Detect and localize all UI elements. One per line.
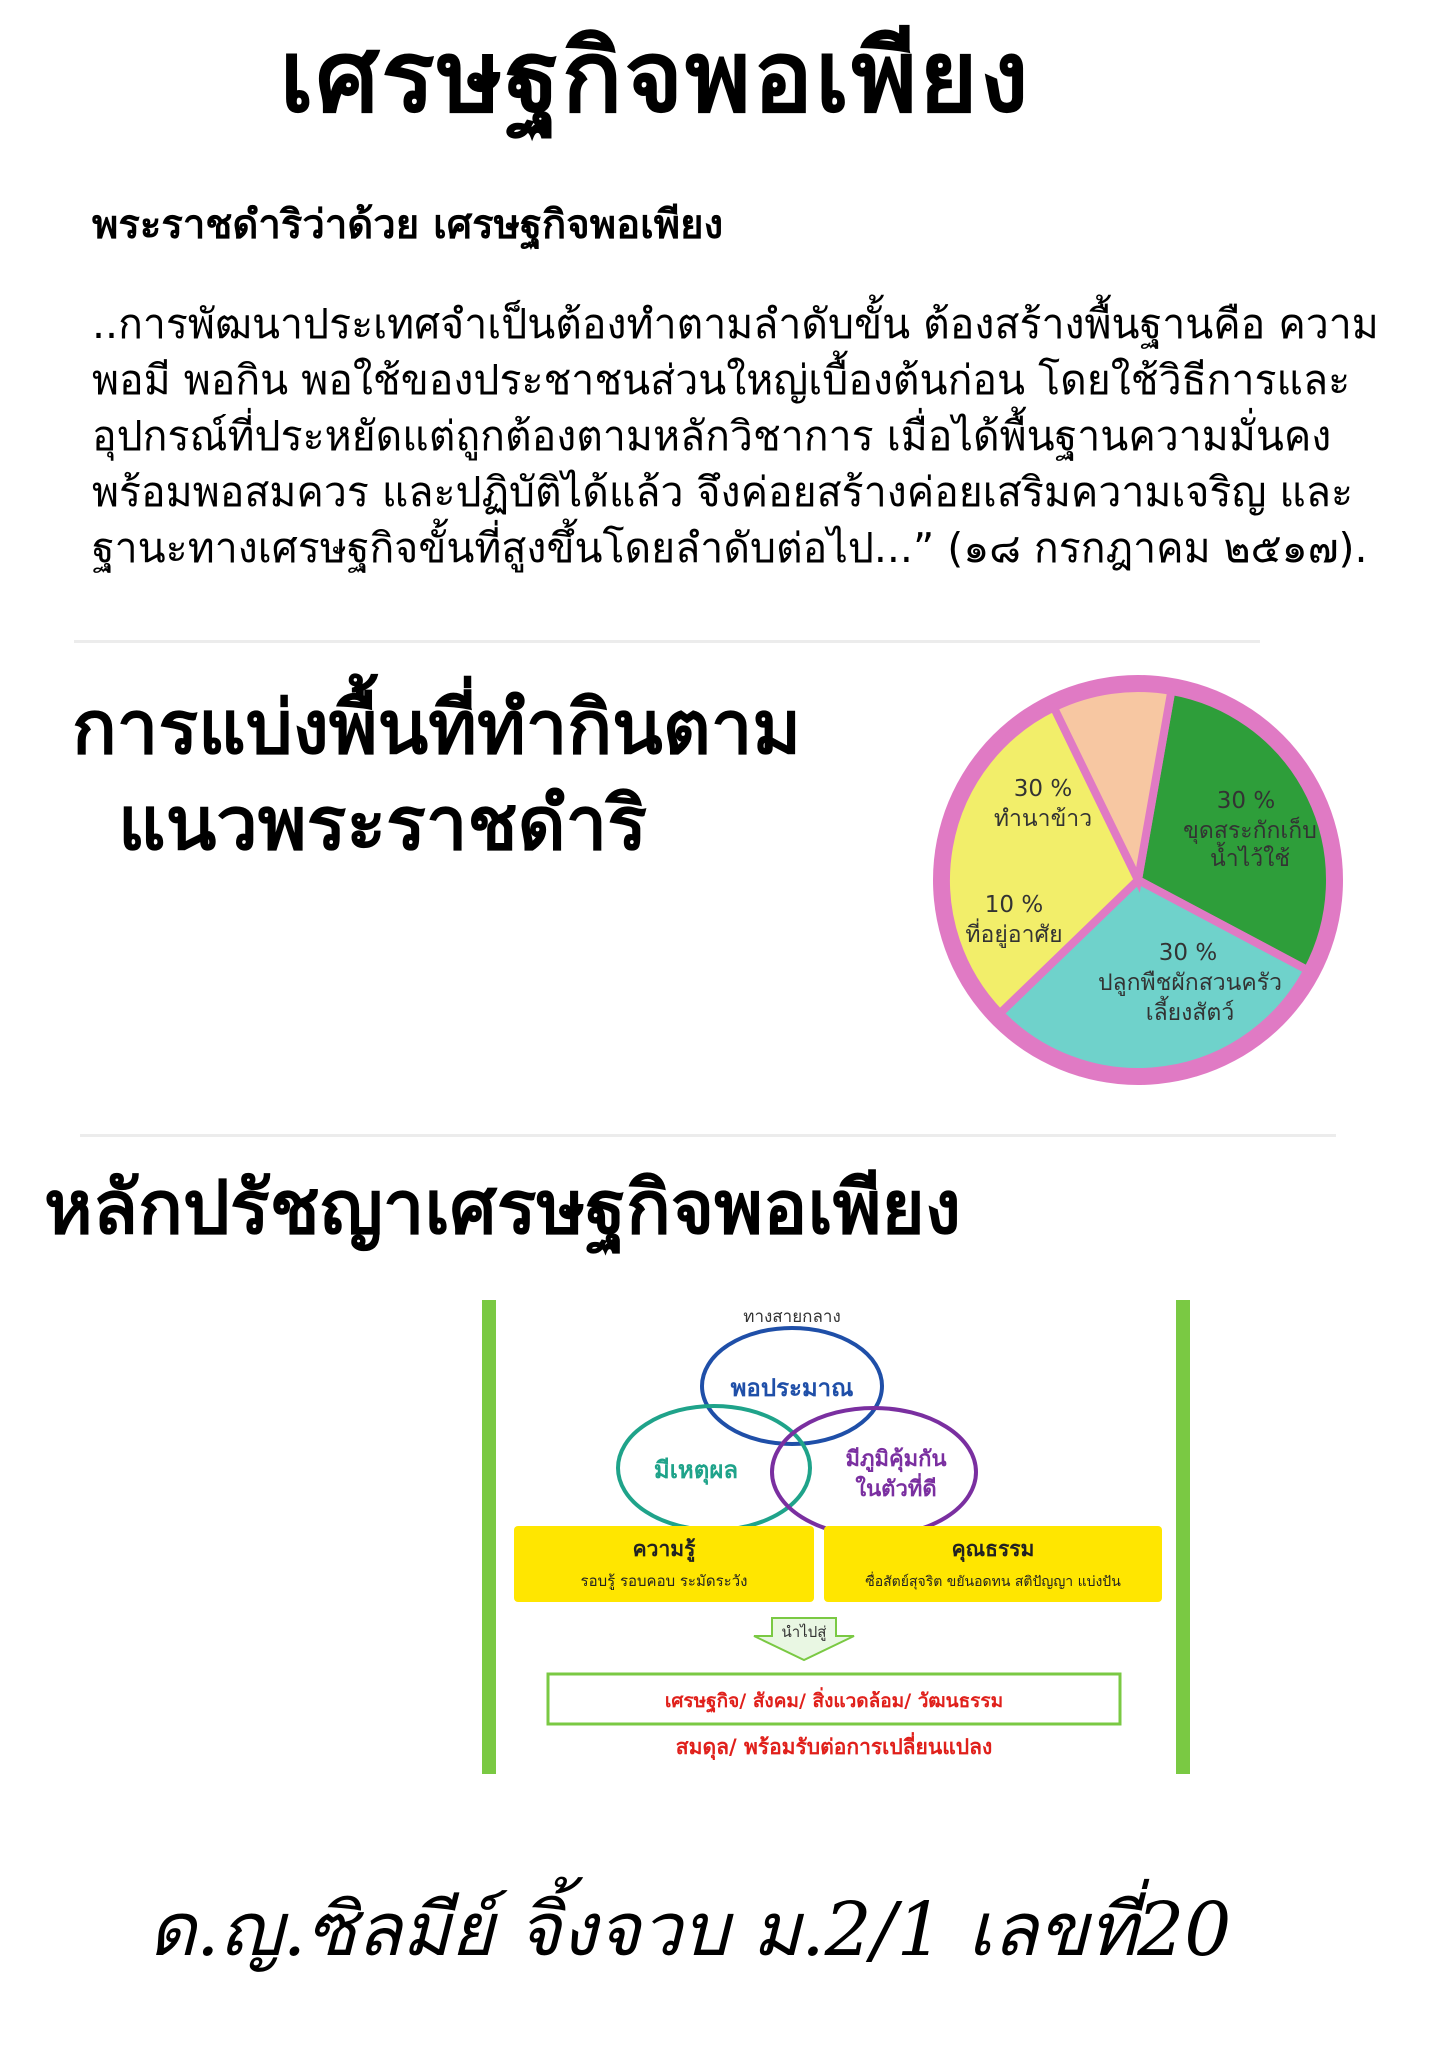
speech-heading: พระราชดำริว่าด้วย เศรษฐกิจพอเพียง — [92, 202, 724, 248]
pie-svg — [928, 664, 1348, 1092]
student-signature: ด.ญ.ซิลมีย์ จิ้งจวบ ม.2/1 เลขที่20 — [148, 1887, 1232, 1973]
pie-value-label: 30 % — [1158, 940, 1218, 966]
pie-slice-label: ขุดสระกักเก็บ — [1183, 818, 1317, 844]
land-section-title — [72, 680, 801, 872]
section-divider — [80, 1134, 1336, 1137]
result-line1: เศรษฐกิจ/ สังคม/ สิ่งแวดล้อม/ วัฒนธรรม — [664, 1690, 1004, 1712]
immunity-label-line2: ในตัวที่ดี — [855, 1477, 937, 1502]
pie-value-label: 30 % — [1013, 776, 1073, 802]
philosophy-diagram-svg — [482, 1300, 1190, 1774]
land-title-line2: แนวพระราชดำริ — [118, 781, 647, 867]
morality-title: คุณธรรม — [951, 1537, 1035, 1561]
pie-value-label: 10 % — [984, 892, 1044, 918]
moderation-label: พอประมาณ — [730, 1374, 854, 1402]
philosophy-section-title: หลักปรัชญาเศรษฐกิจพอเพียง — [44, 1165, 962, 1251]
reasonableness-label: มีเหตุผล — [653, 1456, 739, 1484]
knowledge-title: ความรู้ — [632, 1537, 696, 1561]
land-allocation-pie-chart — [928, 664, 1348, 1092]
pie-slice-label: ทำนาข้าว — [993, 806, 1093, 832]
philosophy-diagram — [482, 1300, 1190, 1774]
middle-path-label: ทางสายกลาง — [743, 1307, 841, 1327]
speech-quote: ..การพัฒนาประเทศจำเป็นต้องทำตามลำดับขั้น ต้องสร้างพื้นฐานคือ ความพอมี พอกิน พอใช้ของประชาชนส่วนใหญ่เบื้องต้นก่อน โดยใช้วิธีการและอุปกรณ์ที่ประหยัดแต่ถูกต้องตามหลักวิชาการ เมื่อได้พื้นฐานความมั่นคงพร้อมพอสมควร และปฏิบัติได้แล้ว จึงค่อยสร้างค่อยเสริมความเจริญ และฐานะทางเศรษฐกิจขั้นที่สูงขึ้นโดยลำดับต่อไป...” (๑๘ กรกฎาคม ๒๕๑๗). — [92, 300, 1379, 572]
pie-value-label: 30 % — [1216, 788, 1276, 814]
result-line2: สมดุล/ พร้อมรับต่อการเปลี่ยนแปลง — [675, 1735, 993, 1759]
knowledge-desc: รอบรู้ รอบคอบ ระมัดระวัง — [580, 1572, 748, 1590]
immunity-label-line1: มีภูมิคุ้มกัน — [845, 1447, 947, 1472]
pie-slice-label: ปลูกพืชผักสวนครัว — [1097, 970, 1283, 996]
morality-desc: ซื่อสัตย์สุจริต ขยันอดทน สติปัญญา แบ่งปัน — [865, 1574, 1121, 1590]
pie-slice-label: น้ำไว้ใช้ — [1210, 846, 1290, 872]
leads-to-label: นำไปสู่ — [781, 1623, 827, 1641]
pie-slice-label: เลี้ยงสัตว์ — [1145, 1000, 1235, 1026]
pie-slice-label: ที่อยู่อาศัย — [965, 922, 1063, 948]
page-title: เศรษฐกิจพอเพียง — [279, 18, 1031, 135]
section-divider — [74, 640, 1260, 643]
land-title-line1: การแบ่งพื้นที่ทำกินตาม — [72, 685, 802, 771]
